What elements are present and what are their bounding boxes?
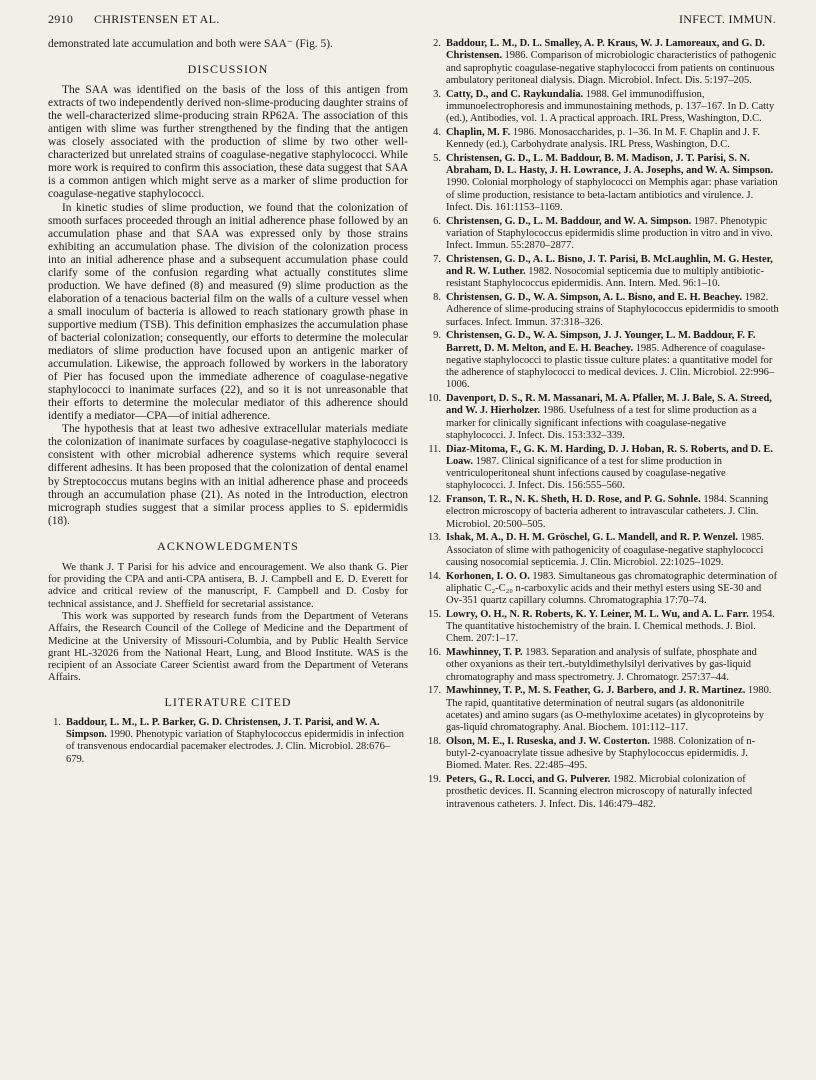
reference-authors: Mawhinney, T. P.	[446, 647, 523, 658]
discussion-paragraph: The hypothesis that at least two adhesive extracellular materials mediate the colonization of inanimate surfaces by coagulase-negative staphylococci is consistent with other microbial adherence systems which require several different adhesins. It has been proposed that the colonization of dental enamel by Streptococcus mutans begins with an initial adherence phase and proceeds through an accumulation phase (21). As noted in the Introduction, electron micrograph studies suggest that a similar process applies to S. epidermidis (18).	[48, 423, 408, 527]
reference-text: 1987. Phenotypic variation of Staphylococcus epidermidis slime production in vitro and in vivo. Infect. Immun. 55:2870–2877.	[446, 215, 773, 251]
page-number: 2910	[48, 12, 74, 26]
reference-number: 2.	[433, 38, 441, 49]
reference-text: 1984. Scanning electron microscopy of bacteria adherent to intravascular catheters. J. Clin. Microbiol. 20:500–505.	[446, 494, 769, 530]
reference-number: 14.	[428, 570, 442, 582]
reference-item	[428, 609, 780, 646]
running-authors: CHRISTENSEN ET AL.	[94, 12, 220, 26]
reference-number: 1.	[53, 716, 61, 728]
reference-number: 4.	[433, 126, 441, 138]
reference-text: 1985. Associaton of slime with pathogenicity of coagulase-negative staphylococci causing nosocomial septicemia. J. Clin. Microbiol. 22:1025–1029.	[446, 532, 765, 568]
journal-name: INFECT. IMMUN.	[679, 12, 776, 26]
acknowledgments-heading: ACKNOWLEDGMENTS	[157, 538, 299, 553]
left-column	[48, 38, 408, 767]
reference-number: 19.	[428, 774, 442, 785]
reference-item	[428, 647, 780, 684]
reference-authors: Christensen, G. D., L. M. Baddour, B. M. Madison, J. T. Parisi, S. N. Abraham, D. L. Hasty, J. H. Lowrance, J. A. Josephs, and W. A. Simpson.	[446, 152, 774, 176]
reference-item	[428, 685, 780, 734]
reference-list	[48, 717, 408, 766]
reference-number: 9.	[433, 330, 441, 342]
reference-item	[428, 127, 780, 152]
reference-number: 16.	[428, 647, 442, 658]
reference-item	[428, 216, 780, 253]
reference-text: 1990. Phenotypic variation of Staphylococcus epidermidis in infection of transvenous endocardial pacemaker electrodes. J. Clin. Microbiol. 28:676–679.	[66, 729, 405, 765]
reference-number: 12.	[428, 494, 442, 505]
reference-text: 1980. The rapid, quantitative determination of neutral sugars (as aldononitrile acetates) and amino sugars (as O-methyloxime acetates) in glycoproteins by gas-liquid chromatography. Anal. Biochem. 101:112–117.	[446, 685, 772, 733]
reference-text: 1988. Gel immunodiffusion, immunoelectrophoresis and immunostaining methods, p. 137–167. In D. Catty (ed.), Antibodies, vol. 1. A practical approach. IRL Press, Washington, D.C.	[446, 88, 775, 124]
reference-authors: Christensen, G. D., L. M. Baddour, and W. A. Simpson.	[446, 215, 692, 227]
reference-authors: Franson, T. R., N. K. Sheth, H. D. Rose, and P. G. Sohnle.	[446, 494, 701, 505]
reference-text: 1982. Nosocomial septicemia due to multiply antibiotic-resistant Staphylococcus epidermidis. Ann. Intern. Med. 96:1–10.	[446, 266, 764, 290]
reference-number: 13.	[428, 532, 442, 544]
reference-text: 1987. Clinical significance of a test for slime production in ventriculoperitoneal shunt infections caused by coagulase-negative staphylococci. J. Infect. Dis. 156:555–560.	[446, 455, 726, 492]
reference-text: 1954. The quantitative histochemistry of the brain. I. Chemical methods. J. Biol. Chem. 207:1–17.	[446, 608, 775, 645]
acknowledgments-paragraph: We thank J. T Parisi for his advice and encouragement. We also thank G. Pier for providing the CPA and anti-CPA antisera, B. J. Campbell and E. D. Everett for advice and critical review of the manuscript, F. Campbell and D. Cosby for technical assistance, and J. Sheffield for secretarial assistance.	[48, 560, 408, 610]
reference-text: 1988. Colonization of n-butyl-2-cyanoacrylate tissue adhesive by Staphylococcus epidermidis. J. Biomed. Mater. Res. 22:485–495.	[446, 735, 756, 772]
reference-number: 3.	[433, 88, 441, 100]
reference-authors: Olson, M. E., I. Ruseska, and J. W. Costerton.	[446, 735, 650, 747]
reference-authors: Christensen, G. D., W. A. Simpson, J. J. Younger, L. M. Baddour, F. F. Barrett, D. M. Melton, and E. H. Beachey.	[446, 330, 756, 354]
reference-item	[428, 494, 780, 531]
discussion-paragraph: The SAA was identified on the basis of the loss of this antigen from extracts of two independently derived non-slime-producing daughter strains of the well-characterized slime-producing strain RP62A. The association of this antigen with slime was further strengthened by the finding that the antigen was closely associated with the production of slime by two other well-characterized but unrelated strains of coagulase-negative staphylococci. While more work is required to confirm this association, these data suggest that SAA is a common antigen which might serve as a marker of slime production for coagulase-negative staphylococci.	[48, 84, 408, 201]
reference-number: 10.	[428, 393, 442, 404]
reference-text: 1990. Colonial morphology of staphylococci on Memphis agar: phase variation of slime production, resistance to beta-lactam antibiotics and virulence. J. Infect. Dis. 161:1153–1169.	[446, 177, 778, 213]
reference-authors: Chaplin, M. F.	[446, 126, 511, 138]
right-column	[428, 38, 780, 812]
reference-authors: Lowry, O. H., N. R. Roberts, K. Y. Leiner, M. L. Wu, and A. L. Farr.	[446, 608, 749, 620]
reference-number: 15.	[428, 608, 442, 620]
reference-number: 17.	[428, 685, 442, 697]
reference-number: 18.	[428, 735, 442, 747]
reference-item	[428, 254, 780, 291]
reference-item	[428, 532, 780, 569]
reference-authors: Korhonen, I. O. O.	[446, 570, 530, 582]
reference-authors: Peters, G., R. Locci, and G. Pulverer.	[446, 774, 611, 785]
reference-item	[428, 444, 780, 493]
reference-text: 1982. Microbial colonization of prosthetic devices. II. Scanning electron microscopy of naturally infected intravenous catheters. J. Infect. Dis. 146:479–482.	[446, 774, 753, 810]
reference-item	[428, 89, 780, 126]
reference-text: 1986. Comparison of microbiologic characteristics of pathogenic and saprophytic coagulase-negative staphylococci from patients on continuous ambulatory peritoneal dialysis. Diagn. Microbiol. Infect. Dis. 5:197–205.	[446, 50, 777, 86]
reference-authors: Mawhinney, T. P., M. S. Feather, G. J. Barbero, and J. R. Martinez.	[446, 685, 746, 697]
reference-item	[48, 717, 408, 766]
page-header	[48, 12, 776, 32]
reference-item	[428, 153, 780, 214]
discussion-paragraph: In kinetic studies of slime production, we found that the colonization of smooth surfaces proceeded through an initial adherence phase followed by an accumulation phase and that SAA was expressed only by those strains exhibiting an accumulation phase. The division of the colonization process into an initial adherence phase and a subsequent accumulation phase could clarify some of the confusion regarding what actually constitutes slime production. We have defined (8) and measured (9) slime production as the elaboration of a tenacious bacterial film on the walls of a culture vessel when a small inoculum of bacteria is allowed to reach stationary growth phase in supportive medium (TSB). This definition emphasizes the accumulation phase of bacterial colonization; consequently, our efforts to determine the molecular mediators of slime production have focused upon an antigenic marker of accumulation. Likewise, the approach followed by workers in the laboratory of Pier has focused upon the immediate adherence of coagulase-negative staphylococci to inanimate surfaces (22), and so it is not unreasonable that their efforts to determine the molecular mediator of this adherence should identify a mediator—CPA—of initial adherence.	[48, 201, 408, 423]
reference-authors: Christensen, G. D., W. A. Simpson, A. L. Bisno, and E. H. Beachey.	[446, 292, 743, 303]
reference-authors: Catty, D., and C. Raykundalia.	[446, 88, 584, 100]
reference-text: 1986. Monosaccharides, p. 1–36. In M. F. Chaplin and J. F. Kennedy (ed.), Carbohydrate analysis. IRL Press, Washington, D.C.	[446, 126, 760, 150]
reference-number: 6.	[433, 215, 441, 227]
reference-authors: Diaz-Mitoma, F., G. K. M. Harding, D. J. Hoban, R. S. Roberts, and D. E. Loaw.	[446, 443, 773, 467]
reference-authors: Baddour, L. M., L. P. Barker, G. D. Christensen, J. T. Parisi, and W. A. Simpson.	[66, 716, 380, 740]
reference-item	[428, 571, 780, 608]
discussion-heading: DISCUSSION	[187, 62, 269, 77]
reference-text: 1986. Usefulness of a test for slime production as a marker for clinically significant infections with coagulase-negative staphylococci. J. Infect. Dis. 153:332–339.	[446, 405, 757, 441]
reference-item	[428, 330, 780, 391]
reference-authors: Christensen, G. D., A. L. Bisno, J. T. Parisi, B. McLaughlin, M. G. Hester, and R. W. Luther.	[446, 253, 773, 277]
reference-item	[428, 393, 780, 442]
reference-number: 7.	[433, 253, 441, 265]
reference-item	[428, 38, 780, 87]
reference-text: 1982. Adherence of slime-producing strains of Staphylococcus epidermidis to smooth surfaces. Infect. Immun. 37:318–326.	[446, 292, 779, 328]
reference-number: 11.	[428, 443, 441, 455]
reference-item	[428, 736, 780, 773]
acknowledgments-paragraph: This work was supported by research funds from the Department of Veterans Affairs, the Research Council of the College of Medicine and the Department of Medicine at the University of Missouri-Columbia, and by Public Health Service grant HL-32026 from the National Heart, Lung, and Blood Institute. WAS is the recipient of an Associate Career Scientist award from the Department of Veterans Affairs.	[48, 609, 408, 684]
reference-text: 1983. Simultaneous gas chromatographic determination of aliphatic C₂-C₂₀ n-carboxylic acids and their methyl esters using SE-30 and Ov-351 quartz capillary columns. Chromatographia 17:70–74.	[446, 570, 778, 606]
reference-authors: Davenport, D. S., R. M. Massanari, M. A. Pfaller, M. J. Bale, S. A. Streed, and W. J. Hierholzer.	[446, 393, 772, 417]
literature-heading: LITERATURE CITED	[164, 694, 292, 709]
reference-number: 8.	[433, 292, 441, 303]
reference-authors: Ishak, M. A., D. H. M. Gröschel, G. L. Mandell, and R. P. Wenzel.	[446, 532, 738, 544]
reference-text: 1985. Adherence of coagulase-negative staphylococci to plastic tissue culture plates: a quantitative model for the adherence of staphylococci to medical devices. J. Clin. Microbiol. 22:996–1006.	[446, 342, 775, 391]
continued-text: demonstrated late accumulation and both were SAA⁻ (Fig. 5).	[48, 38, 333, 50]
reference-text: 1983. Separation and analysis of sulfate, phosphate and other oxyanions as their tert.-butyldimethylsilyl derivatives by gas-liquid chromatography and mass spectrometry. J. Chromatogr. 257:37–44.	[446, 647, 757, 683]
reference-authors: Baddour, L. M., D. L. Smalley, A. P. Kraus, W. J. Lamoreaux, and G. D. Christensen.	[446, 38, 765, 62]
reference-number: 5.	[433, 152, 441, 164]
reference-item	[428, 774, 780, 811]
reference-item	[428, 292, 780, 329]
reference-list	[428, 38, 780, 811]
